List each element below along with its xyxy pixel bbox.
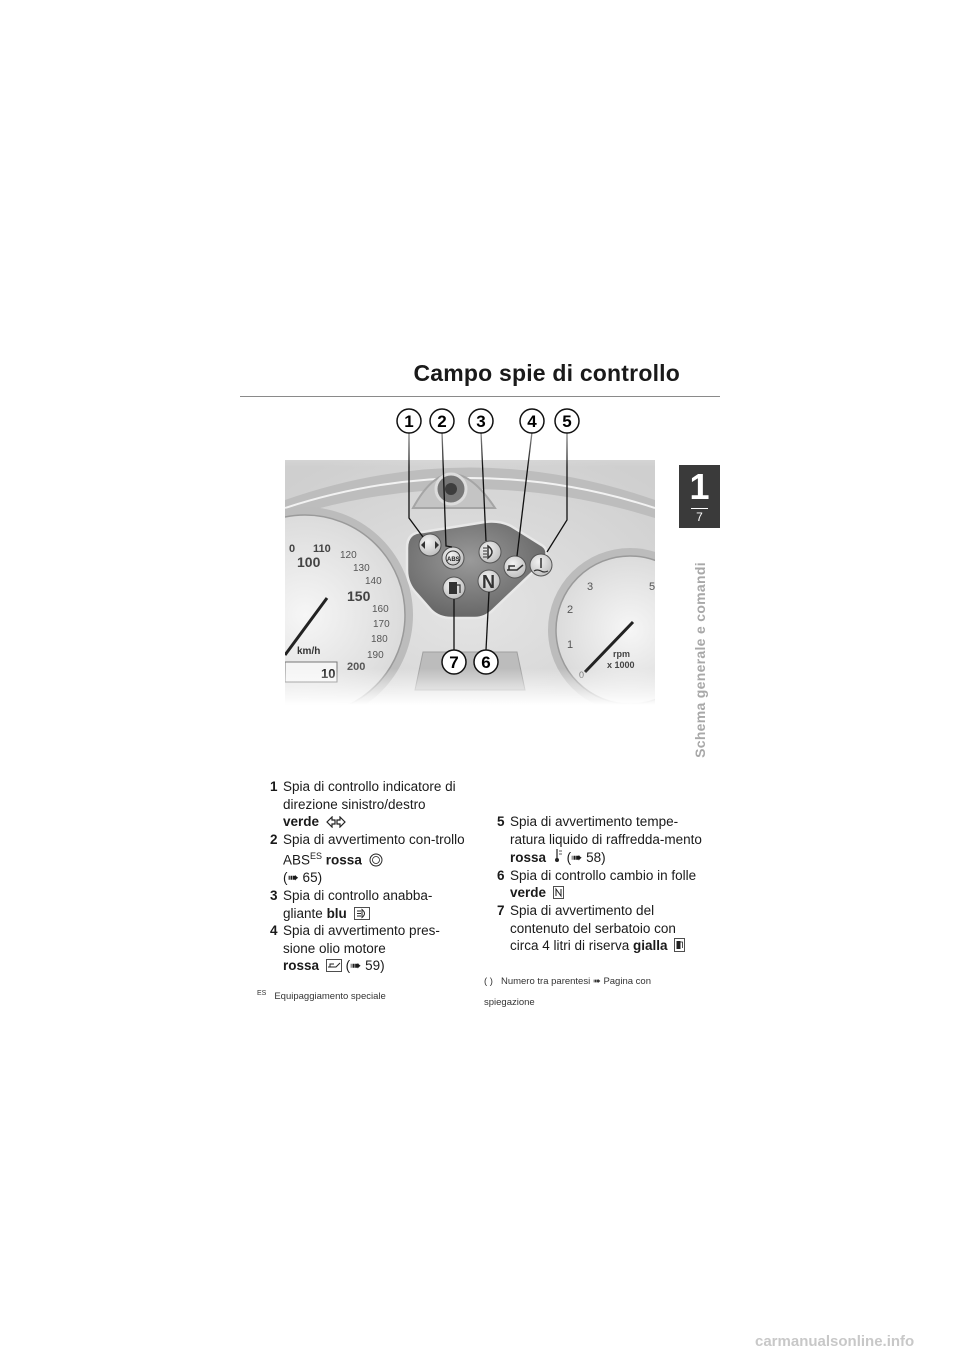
footnote-paren-text: Numero tra parentesi ➠ Pagina con spiegazione (484, 976, 651, 1008)
fuel-reserve-icon (674, 938, 685, 952)
footnote-es (257, 990, 386, 1002)
legend-number: 3 (270, 888, 278, 904)
page-title: Campo spie di controllo (413, 360, 680, 386)
callout-4 (520, 409, 544, 433)
legend-item-3 (257, 887, 472, 922)
legend-text: Spia di controllo indicatore di direzione sinistro/destro (283, 779, 456, 812)
callout-6 (474, 650, 498, 674)
legend-number: 2 (270, 831, 278, 847)
low-beam-icon (354, 907, 370, 920)
chapter-divider (691, 508, 708, 509)
legend-color-word: verde (510, 885, 547, 901)
title-divider (240, 396, 720, 397)
legend-item-2 (257, 831, 472, 887)
callout-5 (555, 409, 579, 433)
legend-color-word: rossa (283, 958, 320, 974)
footnote-page-ref (484, 971, 704, 1013)
legend-page-ref: (➠ 65) (283, 870, 323, 886)
legend-number: 6 (497, 867, 505, 883)
watermark: carmanualsonline.info (755, 1333, 915, 1350)
legend-color-word: rossa (510, 850, 547, 866)
legend-item-4 (257, 922, 472, 975)
legend-column-right (484, 813, 704, 955)
legend-page-ref: (➠ 58) (566, 850, 606, 866)
legend-number: 4 (270, 923, 278, 939)
coolant-temperature-icon (553, 848, 563, 864)
footnote-es-mark: ES (257, 990, 267, 997)
legend-color-word: gialla (633, 938, 668, 954)
legend-item-5 (484, 813, 704, 867)
legend-text: Spia di avvertimento tempe-ratura liquido di raffredda-mento (510, 814, 702, 847)
abs-icon (369, 853, 383, 867)
legend-column-left (257, 778, 472, 975)
side-chapter-label: Schema generale e comandi (692, 562, 708, 758)
turn-signal-icon (326, 816, 346, 828)
callout-number: 6 (481, 653, 491, 672)
callout-2 (430, 409, 454, 433)
legend-number: 1 (270, 779, 278, 794)
callout-number: 2 (437, 412, 447, 431)
legend-color-word: verde (283, 814, 320, 830)
footnote-paren-mark: ( ) (484, 976, 493, 987)
legend-color-word: blu (326, 905, 347, 921)
legend-item-6 (484, 867, 704, 902)
legend-number: 5 (497, 814, 505, 829)
legend-item-1 (257, 778, 472, 831)
oil-pressure-icon (326, 959, 342, 972)
callout-number: 3 (476, 412, 486, 431)
legend-page-ref: (➠ 59) (345, 958, 385, 974)
chapter-number: 1 (689, 466, 710, 507)
callout-number: 1 (404, 412, 414, 431)
legend-text: Spia di avvertimento pres-sione olio motore (283, 923, 440, 956)
footnote-es-text: Equipaggiamento speciale (274, 991, 386, 1003)
callout-1 (397, 409, 421, 433)
legend-text: Spia di avvertimento del contenuto del serbatoio con circa 4 litri di riserva (510, 902, 676, 954)
chapter-tab (679, 465, 720, 528)
legend-number: 7 (497, 902, 505, 918)
callout-number: 4 (527, 412, 537, 431)
callout-number: 7 (449, 653, 459, 672)
es-superscript: ES (310, 851, 323, 862)
callout-number: 5 (562, 412, 572, 431)
page-number: 7 (696, 510, 703, 524)
callout-3 (469, 409, 493, 433)
legend-color-word: rossa (325, 852, 362, 868)
neutral-icon (553, 886, 564, 899)
instrument-cluster-photo (285, 400, 655, 705)
legend-text: Spia di avvertimento con-trollo ABS (283, 831, 465, 868)
callout-7 (442, 650, 466, 674)
legend-text: Spia di controllo cambio in folle (510, 867, 697, 883)
legend-text: Spia di controllo anabba-gliante (283, 888, 433, 921)
legend-item-7 (484, 902, 704, 955)
